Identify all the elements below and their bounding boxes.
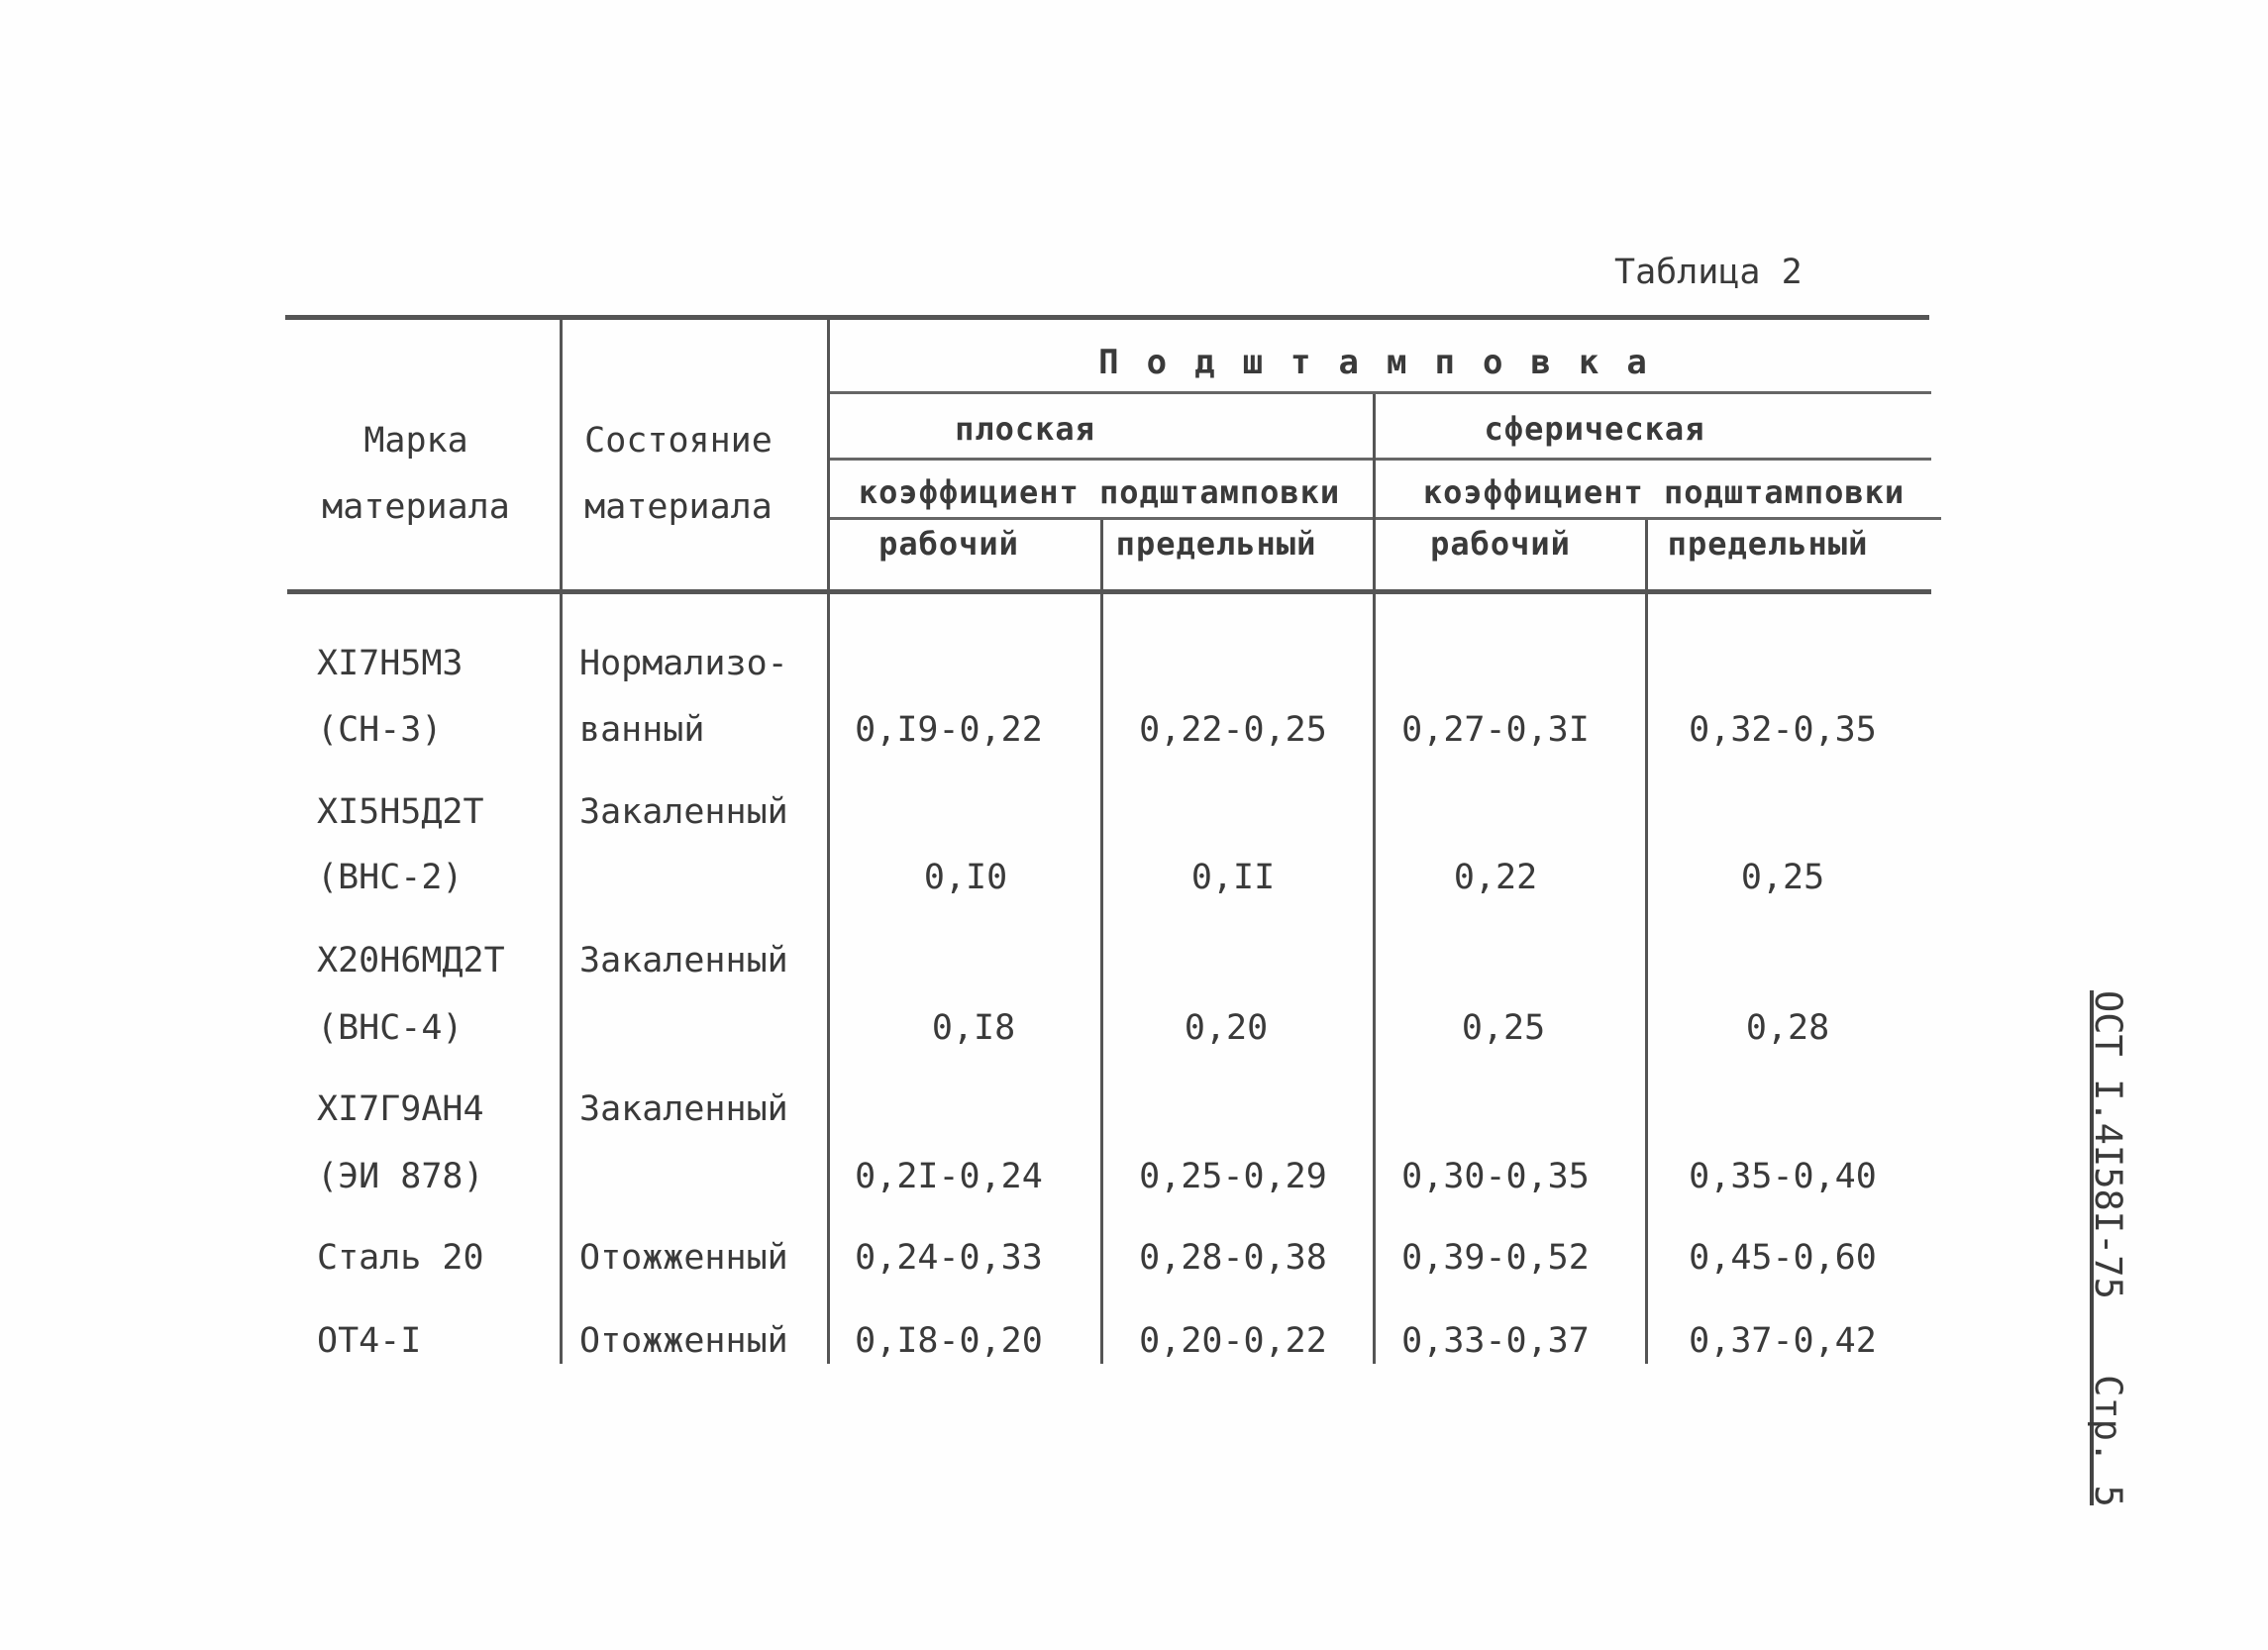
header-group: Подштамповка	[1098, 343, 1675, 382]
row3-spherical-working: 0,25	[1461, 1008, 1546, 1048]
row5-state: Отожженный	[579, 1238, 788, 1278]
side-page-number: Стр. 5	[2087, 1375, 2129, 1507]
row1-state-line1: Нормализо-	[579, 644, 788, 683]
row2-spherical-limit: 0,25	[1740, 858, 1825, 897]
row4-flat-working: 0,2I-0,24	[855, 1157, 1043, 1196]
row2-grade-line2: (ВНС-2)	[317, 858, 464, 897]
header-rule-coef	[827, 517, 1941, 520]
column-divider-4	[1373, 394, 1376, 1364]
row4-spherical-limit: 0,35-0,40	[1689, 1157, 1877, 1196]
row1-state-line2: ванный	[579, 710, 705, 750]
row1-flat-working: 0,I9-0,22	[855, 710, 1043, 750]
row3-flat-limit: 0,20	[1184, 1008, 1269, 1048]
row2-flat-working: 0,I0	[923, 858, 1008, 897]
row4-spherical-working: 0,30-0,35	[1401, 1157, 1590, 1196]
row1-grade-line2: (СН-3)	[317, 710, 443, 750]
header-spherical: сферическая	[1484, 410, 1705, 448]
table-caption: Таблица 2	[1614, 253, 1803, 292]
row3-state-line1: Закаленный	[579, 941, 788, 980]
header-spherical-working: рабочий	[1430, 525, 1571, 563]
row3-grade-line2: (ВНС-4)	[317, 1008, 464, 1048]
row6-grade: ОТ4-I	[317, 1321, 422, 1361]
header-spherical-limit: предельный	[1667, 525, 1869, 563]
side-document-number: ОСТ I.4I58I-75	[2087, 990, 2129, 1299]
column-divider-3	[1100, 520, 1103, 1364]
header-flat-limit: предельный	[1115, 525, 1317, 563]
row6-state: Отожженный	[579, 1321, 788, 1361]
row2-flat-limit: 0,II	[1190, 858, 1276, 897]
row1-flat-limit: 0,22-0,25	[1139, 710, 1327, 750]
header-material-state-line2: материала	[584, 487, 773, 527]
column-divider-2	[827, 319, 830, 1364]
header-rule-sub	[827, 458, 1931, 461]
row3-grade-line1: Х20Н6МД2Т	[317, 941, 505, 980]
row5-grade: Сталь 20	[317, 1238, 484, 1278]
row4-flat-limit: 0,25-0,29	[1139, 1157, 1327, 1196]
header-flat-coef: коэффициент подштамповки	[858, 473, 1341, 511]
row6-spherical-working: 0,33-0,37	[1401, 1321, 1590, 1361]
row5-flat-working: 0,24-0,33	[855, 1238, 1043, 1278]
row6-flat-working: 0,I8-0,20	[855, 1321, 1043, 1361]
row6-flat-limit: 0,20-0,22	[1139, 1321, 1327, 1361]
row1-grade-line1: ХI7Н5М3	[317, 644, 464, 683]
header-rule-group	[827, 391, 1931, 394]
side-document-label	[2087, 990, 2129, 1507]
row1-spherical-working: 0,27-0,3I	[1401, 710, 1590, 750]
row3-flat-working: 0,I8	[931, 1008, 1016, 1048]
table-top-rule	[285, 315, 1929, 320]
row2-state-line1: Закаленный	[579, 792, 788, 832]
row6-spherical-limit: 0,37-0,42	[1689, 1321, 1877, 1361]
row2-spherical-working: 0,22	[1453, 858, 1538, 897]
row3-spherical-limit: 0,28	[1745, 1008, 1830, 1048]
row1-spherical-limit: 0,32-0,35	[1689, 710, 1877, 750]
column-divider-5	[1645, 520, 1648, 1364]
header-flat-working: рабочий	[878, 525, 1019, 563]
header-spherical-coef: коэффициент подштамповки	[1422, 473, 1906, 511]
row5-spherical-working: 0,39-0,52	[1401, 1238, 1590, 1278]
row2-grade-line1: ХI5Н5Д2Т	[317, 792, 484, 832]
header-material-grade-line2: материала	[322, 487, 510, 527]
row4-state-line1: Закаленный	[579, 1089, 788, 1129]
header-material-grade-line1: Марка	[363, 421, 468, 461]
row4-grade-line2: (ЭИ 878)	[317, 1157, 484, 1196]
row5-flat-limit: 0,28-0,38	[1139, 1238, 1327, 1278]
header-material-state-line1: Состояние	[584, 421, 773, 461]
header-bottom-rule	[287, 589, 1931, 594]
row5-spherical-limit: 0,45-0,60	[1689, 1238, 1877, 1278]
row4-grade-line1: ХI7Г9АН4	[317, 1089, 484, 1129]
column-divider-1	[560, 319, 563, 1364]
header-flat: плоская	[955, 410, 1095, 448]
